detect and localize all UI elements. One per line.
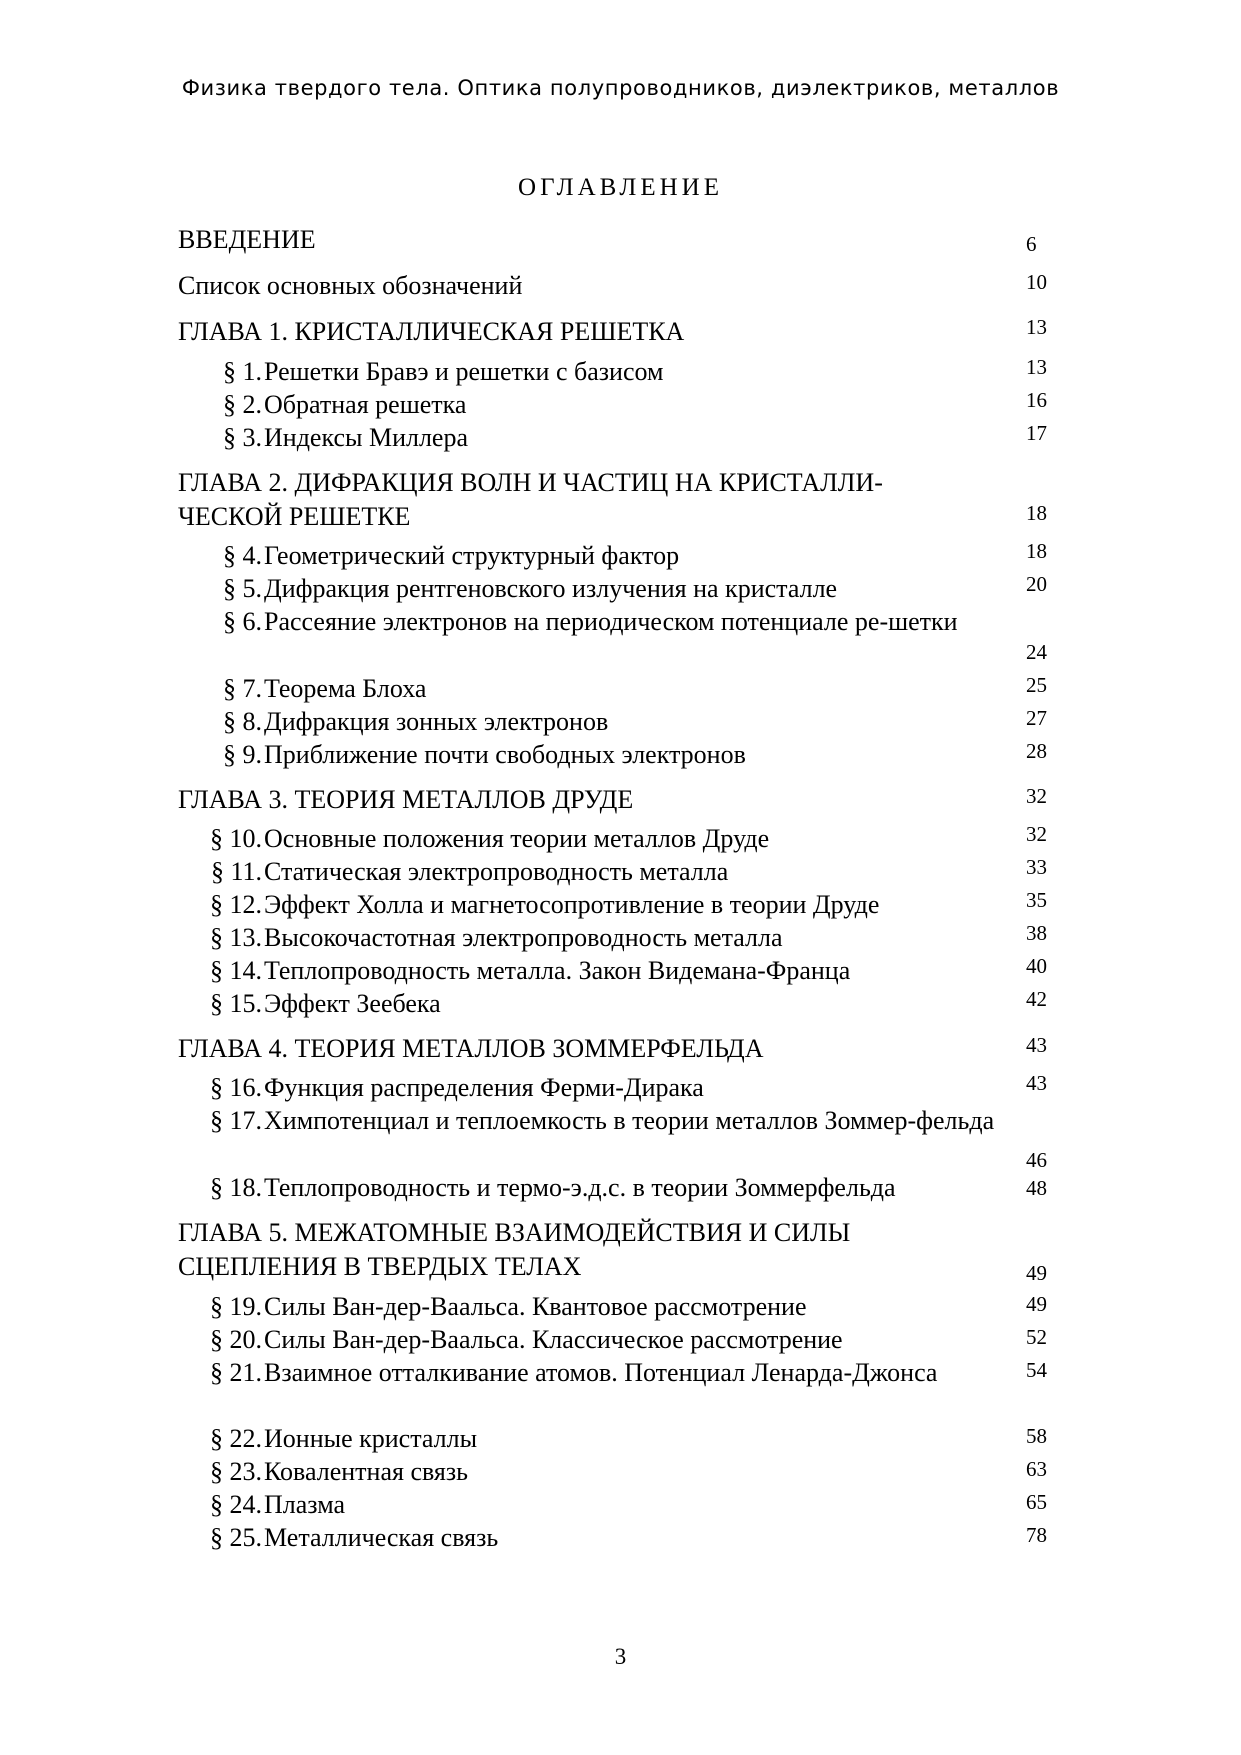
- section-page: 52: [1026, 1325, 1047, 1349]
- chapter-page: 13: [1026, 315, 1047, 339]
- section-page: 25: [1026, 673, 1047, 697]
- chapter-page: 18: [1026, 501, 1047, 525]
- section-title: Основные положения теории металлов Друде: [264, 824, 770, 853]
- chapter-heading[interactable]: ГЛАВА 1. КРИСТАЛЛИЧЕСКАЯ РЕШЕТКА: [178, 317, 685, 346]
- section-page: 18: [1026, 539, 1047, 563]
- section-page: 32: [1026, 822, 1047, 846]
- section-page: 13: [1026, 355, 1047, 379]
- section-title: Плазма: [264, 1490, 346, 1519]
- section-number: § 20.: [210, 1325, 262, 1354]
- section-title: Силы Ван-дер-Ваальса. Квантовое рассмотрение: [264, 1292, 807, 1321]
- section-number: § 21.: [210, 1358, 262, 1387]
- section-title: Рассеяние электронов на периодическом потенциале ре-шетки: [264, 607, 958, 636]
- section-page: 27: [1026, 706, 1047, 730]
- section-page: 63: [1026, 1457, 1047, 1481]
- section-title: Теплопроводность металла. Закон Видемана-Франца: [264, 956, 851, 985]
- section-page: 48: [1026, 1176, 1047, 1200]
- section-title: Решетки Бравэ и решетки с базисом: [264, 357, 664, 386]
- section-number: § 2.: [223, 390, 262, 419]
- section-number: § 23.: [210, 1457, 262, 1486]
- running-header: Физика твердого тела. Оптика полупроводников, диэлектриков, металлов: [181, 76, 1060, 100]
- section-number: § 19.: [210, 1292, 262, 1321]
- section-title: Металлическая связь: [264, 1523, 499, 1552]
- section-title: Статическая электропроводность металла: [264, 857, 729, 886]
- section-number: § 24.: [210, 1490, 262, 1519]
- section-page: 65: [1026, 1490, 1047, 1514]
- section-page: 78: [1026, 1523, 1047, 1547]
- section-page: 40: [1026, 954, 1047, 978]
- section-title: Функция распределения Ферми-Дирака: [264, 1073, 704, 1102]
- chapter-heading[interactable]: ГЛАВА 3. ТЕОРИЯ МЕТАЛЛОВ ДРУДЕ: [178, 785, 634, 814]
- chapter-page: 43: [1026, 1033, 1047, 1057]
- section-number: § 6.: [223, 607, 262, 636]
- section-number: § 9.: [223, 740, 262, 769]
- section-number: § 15.: [210, 989, 262, 1018]
- section-number: § 13.: [210, 923, 262, 952]
- section-title: Эффект Зеебека: [264, 989, 441, 1018]
- section-number: § 12.: [210, 890, 262, 919]
- chapter-page: 49: [1026, 1261, 1047, 1285]
- toc-symbols-page: 10: [1026, 270, 1047, 294]
- toc-symbols[interactable]: Список основных обозначений: [178, 271, 523, 300]
- page-title: ОГЛАВЛЕНИЕ: [518, 174, 723, 201]
- section-page: 42: [1026, 987, 1047, 1011]
- section-number: § 7.: [223, 674, 262, 703]
- section-number: § 14.: [210, 956, 262, 985]
- section-page: 17: [1026, 421, 1047, 445]
- section-page: 24: [1026, 640, 1047, 664]
- section-page: 20: [1026, 572, 1047, 596]
- section-title: Ковалентная связь: [264, 1457, 469, 1486]
- toc-intro-page: 6: [1026, 232, 1037, 256]
- section-page: 46: [1026, 1148, 1047, 1172]
- chapter-heading[interactable]: ГЛАВА 2. ДИФРАКЦИЯ ВОЛН И ЧАСТИЦ НА КРИСТАЛЛИ-ЧЕСКОЙ РЕШЕТКЕ: [178, 468, 883, 531]
- section-number: § 25.: [210, 1523, 262, 1552]
- section-title: Эффект Холла и магнетосопротивление в теории Друде: [264, 890, 880, 919]
- section-number: § 18.: [210, 1173, 262, 1202]
- section-title: Геометрический структурный фактор: [264, 541, 680, 570]
- section-title: Теплопроводность и термо-э.д.с. в теории Зоммерфельда: [264, 1173, 896, 1202]
- section-title: Обратная решетка: [264, 390, 467, 419]
- section-number: § 4.: [223, 541, 262, 570]
- section-page: 49: [1026, 1292, 1047, 1316]
- section-page: 33: [1026, 855, 1047, 879]
- section-title: Ионные кристаллы: [264, 1424, 478, 1453]
- section-number: § 11.: [210, 857, 262, 886]
- section-title: Высокочастотная электропроводность металла: [264, 923, 783, 952]
- chapter-heading[interactable]: ГЛАВА 4. ТЕОРИЯ МЕТАЛЛОВ ЗОММЕРФЕЛЬДА: [178, 1034, 764, 1063]
- page-number: 3: [614, 1644, 627, 1669]
- section-page: 35: [1026, 888, 1047, 912]
- section-page: 16: [1026, 388, 1047, 412]
- section-page: 58: [1026, 1424, 1047, 1448]
- section-title: Химпотенциал и теплоемкость в теории металлов Зоммер-фельда: [264, 1106, 995, 1135]
- toc-intro[interactable]: ВВЕДЕНИЕ: [178, 225, 316, 254]
- section-number: § 17.: [210, 1106, 262, 1135]
- section-number: § 5.: [223, 574, 262, 603]
- section-page: 38: [1026, 921, 1047, 945]
- section-title: Приближение почти свободных электронов: [264, 740, 746, 769]
- section-page: 54: [1026, 1358, 1047, 1382]
- section-page: 28: [1026, 739, 1047, 763]
- section-number: § 22.: [210, 1424, 262, 1453]
- section-page: 43: [1026, 1071, 1047, 1095]
- section-title: Индексы Миллера: [264, 423, 469, 452]
- section-title: Дифракция рентгеновского излучения на кристалле: [264, 574, 838, 603]
- section-title: Силы Ван-дер-Ваальса. Классическое рассмотрение: [264, 1325, 843, 1354]
- chapter-page: 32: [1026, 784, 1047, 808]
- chapter-heading[interactable]: ГЛАВА 5. МЕЖАТОМНЫЕ ВЗАИМОДЕЙСТВИЯ И СИЛЫ СЦЕПЛЕНИЯ В ТВЕРДЫХ ТЕЛАХ: [178, 1218, 851, 1281]
- section-number: § 10.: [210, 824, 262, 853]
- section-title: Взаимное отталкивание атомов. Потенциал Ленарда-Джонса: [264, 1358, 938, 1387]
- section-number: § 1.: [223, 357, 262, 386]
- section-title: Дифракция зонных электронов: [264, 707, 609, 736]
- section-number: § 8.: [223, 707, 262, 736]
- section-title: Теорема Блоха: [264, 674, 427, 703]
- section-number: § 3.: [223, 423, 262, 452]
- section-number: § 16.: [210, 1073, 262, 1102]
